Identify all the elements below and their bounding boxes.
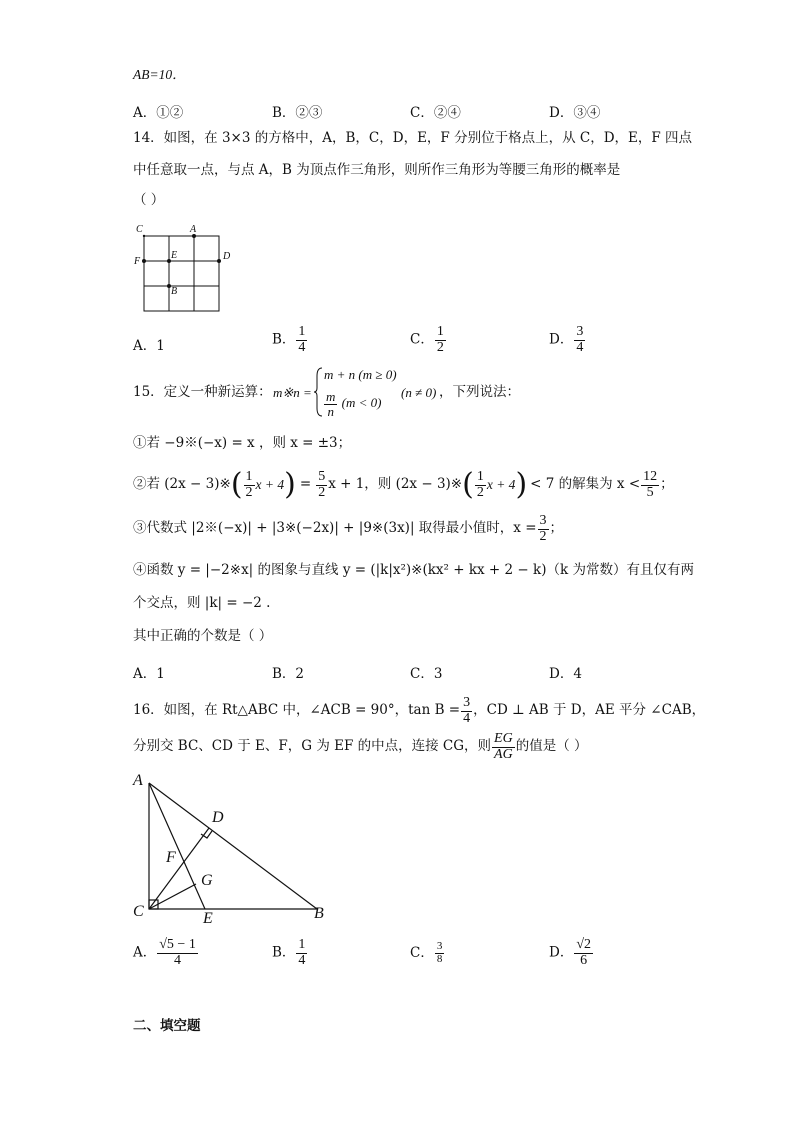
q16-triangle-figure xyxy=(140,775,330,920)
q16-option-d: D． $\frac{√2}{6}$ xyxy=(549,937,592,968)
grid-label-a: A xyxy=(190,224,197,235)
q14-option-c: C． $\frac{1}{2}$ xyxy=(410,324,444,355)
fig-label-f: F xyxy=(166,849,176,866)
q14-option-d: D． $\frac{3}{4}$ xyxy=(549,324,584,355)
q16-option-c: C． $\frac{3}{8}$ xyxy=(410,940,443,965)
q15-statement-1: ①若 −9※(−x) = x ，则 x = ±3； xyxy=(133,435,352,451)
q16-option-b: B． $\frac{1}{4}$ xyxy=(272,937,306,968)
q15-cond: (n ≠ 0) xyxy=(401,385,437,400)
q13-tail: AB=10． xyxy=(133,67,186,82)
q15-statement-2: ②若 (2x − 3)※ ( $\frac{1}{2}$ x + 4 ) = $\frac{5}{2}$ x + 1，则 (2x − 3)※ ( $\frac{1}{2}$ x + 4 ) < 7 的解集为 x < $\frac{12}{5}$ ； xyxy=(133,467,674,503)
q15-ask: 其中正确的个数是（ ） xyxy=(133,628,273,644)
q15-statement-3: ③代数式 |2※(−x)| + |3※(−2x)| + |9※(3x)| 取得最小值时，x = $\frac{3}{2}$ ； xyxy=(133,513,564,544)
q15-option-a: A．1 xyxy=(133,666,165,682)
section-heading-fill-in: 二、填空题 xyxy=(133,1018,201,1034)
q14-option-b: B． $\frac{1}{4}$ xyxy=(272,324,306,355)
q14-line1: 14．如图，在 3×3 的方格中，A，B，C，D，E，F 分别位于格点上，从 C，D，E，F 四点 xyxy=(133,130,693,146)
fig-label-d: D xyxy=(212,809,224,826)
fig-label-b: B xyxy=(314,905,324,922)
q15-def-lhs: m※n = xyxy=(273,385,312,400)
q16-line1: 16．如图，在 Rt△ABC 中，∠ACB = 90°，tan B = $\frac{3}{4}$ ，CD ⊥ AB 于 D，AE 平分 ∠CAB， xyxy=(133,695,706,726)
q14-grid-figure xyxy=(130,222,230,317)
q15-statement-4b: 个交点，则 |k| = −2 . xyxy=(133,595,271,611)
q14-line2: 中任意取一点，与点 A，B 为顶点作三角形，则所作三角形为等腰三角形的概率是 xyxy=(133,162,621,178)
grid-label-b: B xyxy=(171,286,178,297)
grid-label-d: D xyxy=(223,251,231,262)
fig-label-e: E xyxy=(203,910,213,927)
q14-option-a: A．1 xyxy=(133,338,165,354)
q13-option-a: A．①② xyxy=(133,105,184,121)
grid-label-e: E xyxy=(171,250,178,261)
fig-label-a: A xyxy=(133,772,143,789)
q16-line2: 分别交 BC、CD 于 E、F，G 为 EF 的中点，连接 CG，则 $\frac{EG}{AG}$ 的值是（ ） xyxy=(133,731,588,762)
q15-intro: 15．定义一种新运算： xyxy=(133,384,272,400)
q15-case1: m + n (m ≥ 0) xyxy=(324,367,397,382)
q15-tail: ，下列说法： xyxy=(439,384,520,400)
fig-label-g: G xyxy=(201,872,213,889)
grid-label-f: F xyxy=(134,256,141,267)
q13-option-c: C．②④ xyxy=(410,105,461,121)
fig-label-c: C xyxy=(133,903,144,920)
q13-option-d: D．③④ xyxy=(549,105,601,121)
q15-option-d: D．4 xyxy=(549,666,582,682)
q15-option-c: C．3 xyxy=(410,666,443,682)
q15-case2: $\frac{m}{n}$ (m < 0) xyxy=(326,389,382,419)
q16-option-a: A． $\frac{√5 - 1}{4}$ xyxy=(133,937,196,968)
q15-statement-4: ④函数 y = |−2※x| 的图象与直线 y = (|k|x²)※(kx² + kx + 2 − k)（k 为常数）有且仅有两 xyxy=(133,562,694,578)
q14-paren: （ ） xyxy=(133,192,165,208)
grid-label-c: C xyxy=(136,224,143,235)
q13-option-b: B．②③ xyxy=(272,105,323,121)
q15-option-b: B．2 xyxy=(272,666,305,682)
